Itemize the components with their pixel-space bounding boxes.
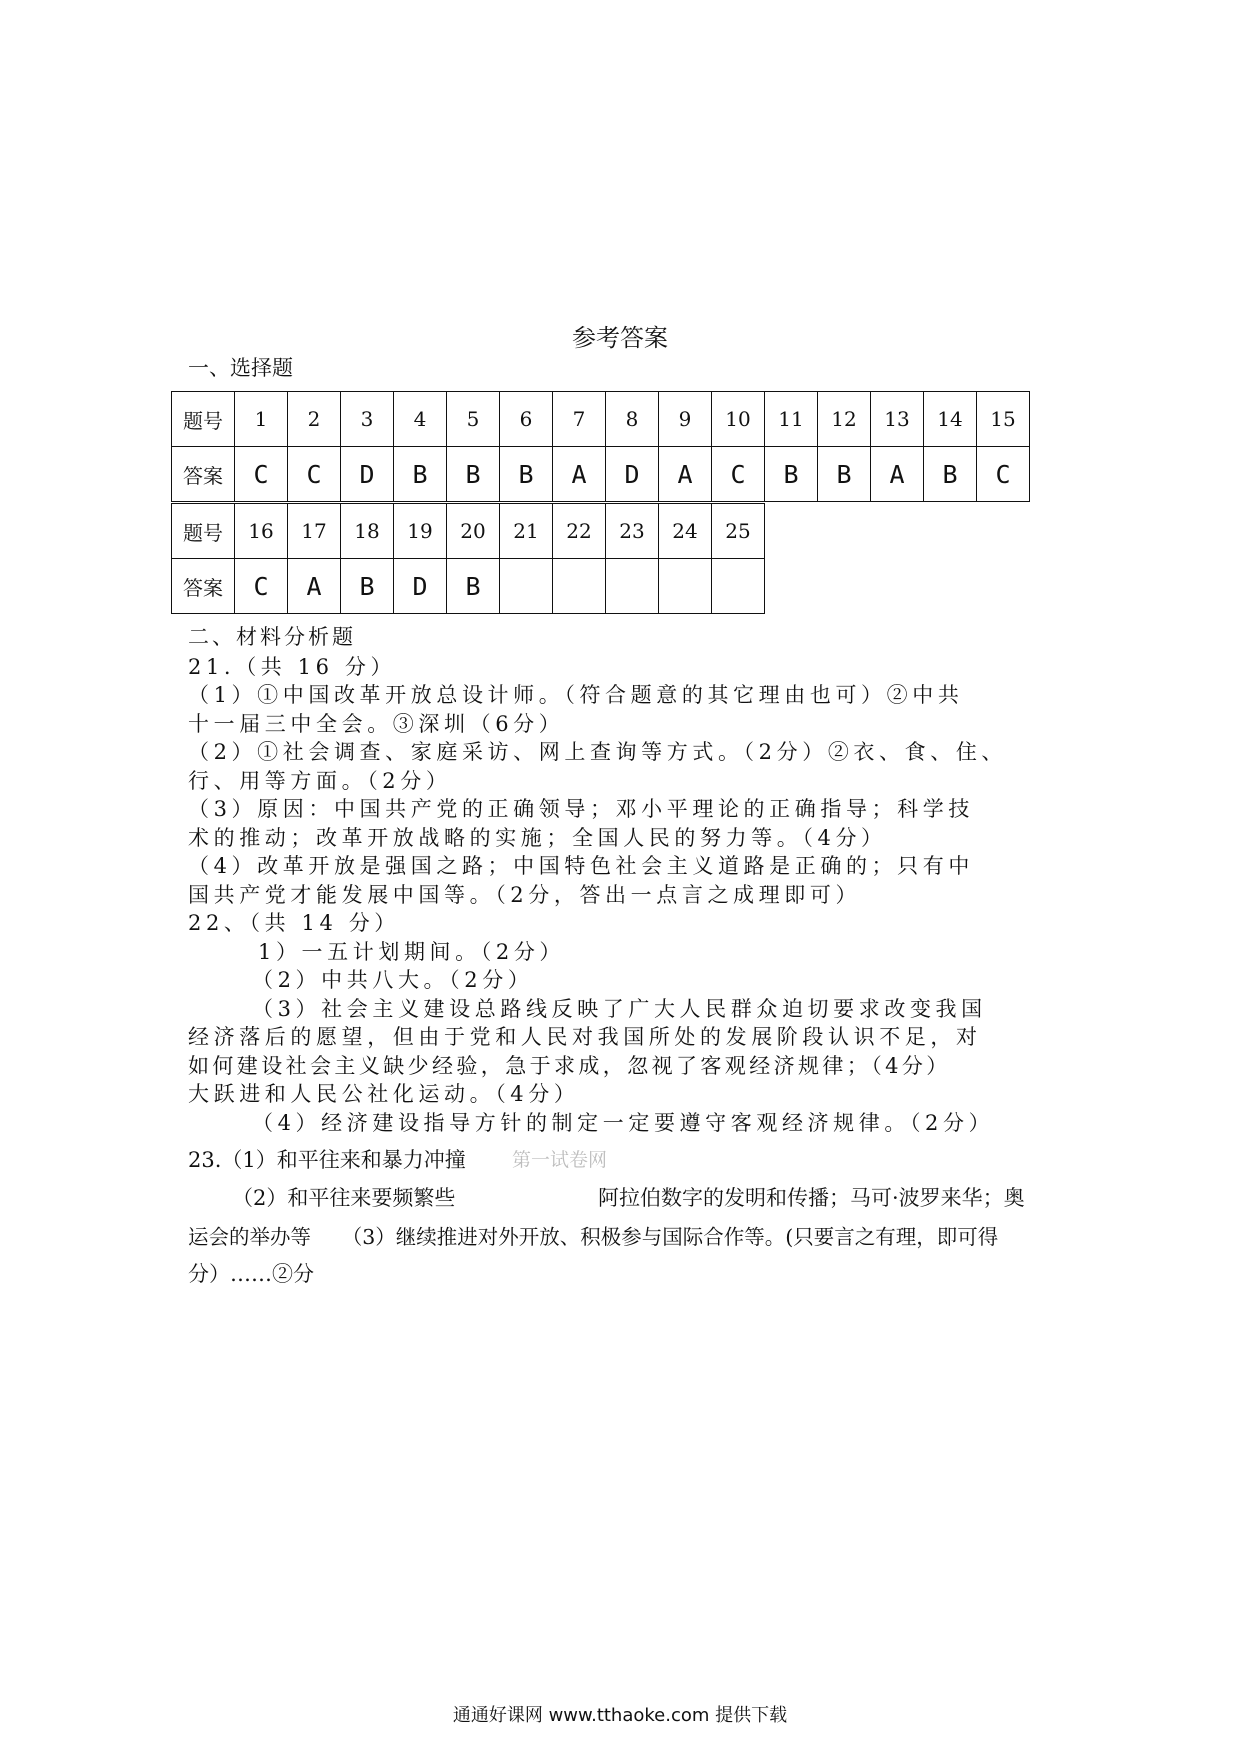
question-number-cell: 3 bbox=[341, 392, 394, 447]
question-number-cell: 18 bbox=[341, 504, 394, 559]
question-number-cell: 11 bbox=[765, 392, 818, 447]
question-number-cell: 5 bbox=[447, 392, 500, 447]
answer-table-1 bbox=[171, 391, 1030, 502]
question-number-cell: 14 bbox=[924, 392, 977, 447]
q21-line: 十一届三中全会。③深圳（6分） bbox=[188, 712, 565, 736]
question-number-cell: 7 bbox=[553, 392, 606, 447]
question-number-cell: 6 bbox=[500, 392, 553, 447]
row-head-answer: 答案 bbox=[172, 559, 235, 614]
q22-line: 经济落后的愿望，但由于党和人民对我国所处的发展阶段认识不足，对 bbox=[188, 1025, 982, 1049]
answer-cell: B bbox=[818, 447, 871, 502]
answer-cell: A bbox=[288, 559, 341, 614]
answer-cell: C bbox=[235, 447, 288, 502]
question-number-cell: 20 bbox=[447, 504, 500, 559]
q22-header: 22、（共 14 分） bbox=[188, 911, 400, 935]
answer-cell: B bbox=[341, 559, 394, 614]
question-number-cell: 12 bbox=[818, 392, 871, 447]
question-number-cell: 1 bbox=[235, 392, 288, 447]
answer-cell: C bbox=[977, 447, 1030, 502]
q21-line: （3）原因：中国共产党的正确领导；邓小平理论的正确指导；科学技 bbox=[188, 797, 974, 821]
q23-line-2a: （2）和平往来要频繁些 bbox=[232, 1186, 456, 1210]
footer-download-note: 通通好课网 www.tthaoke.com 提供下载 bbox=[452, 1705, 788, 1726]
q22-line: 如何建设社会主义缺少经验，急于求成，忽视了客观经济规律；（4分） bbox=[188, 1054, 951, 1078]
watermark: 第一试卷网 bbox=[512, 1149, 608, 1171]
question-number-cell: 16 bbox=[235, 504, 288, 559]
q22-line: 1）一五计划期间。（2分） bbox=[258, 940, 566, 964]
question-number-cell: 17 bbox=[288, 504, 341, 559]
row-head-answer: 答案 bbox=[172, 447, 235, 502]
question-number-cell: 2 bbox=[288, 392, 341, 447]
q21-line: （1）①中国改革开放总设计师。（符合题意的其它理由也可）②中共 bbox=[188, 683, 964, 707]
question-number-cell: 25 bbox=[712, 504, 765, 559]
answer-cell: B bbox=[447, 559, 500, 614]
question-number-cell: 4 bbox=[394, 392, 447, 447]
q21-line: 国共产党才能发展中国等。（2分，答出一点言之成理即可） bbox=[188, 883, 862, 907]
question-number-cell: 23 bbox=[606, 504, 659, 559]
q23-line-2b: 阿拉伯数字的发明和传播；马可·波罗来华；奥 bbox=[598, 1186, 1025, 1210]
table-row-numbers bbox=[172, 504, 765, 559]
answer-table-2 bbox=[171, 503, 765, 614]
answer-cell: D bbox=[394, 559, 447, 614]
question-number-cell: 13 bbox=[871, 392, 924, 447]
section-material-heading: 二、材料分析题 bbox=[188, 625, 356, 649]
q21-line: （4）改革开放是强国之路；中国特色社会主义道路是正确的；只有中 bbox=[188, 854, 974, 878]
question-number-cell: 10 bbox=[712, 392, 765, 447]
table-row-numbers bbox=[172, 392, 1030, 447]
table-row-answers bbox=[172, 559, 765, 614]
q23-line-1: 23.（1）和平往来和暴力冲撞 bbox=[188, 1148, 466, 1172]
question-number-cell: 22 bbox=[553, 504, 606, 559]
question-number-cell: 19 bbox=[394, 504, 447, 559]
section-choice-heading: 一、选择题 bbox=[188, 356, 293, 380]
answer-cell: B bbox=[500, 447, 553, 502]
question-number-cell: 15 bbox=[977, 392, 1030, 447]
question-number-cell: 21 bbox=[500, 504, 553, 559]
q23-line-4: 分）……②分 bbox=[188, 1262, 314, 1286]
answer-cell bbox=[553, 559, 606, 614]
q22-line: （4）经济建设指导方针的制定一定要遵守客观经济规律。（2分） bbox=[252, 1111, 995, 1135]
answer-cell: C bbox=[288, 447, 341, 502]
answer-cell: B bbox=[924, 447, 977, 502]
table-row-answers bbox=[172, 447, 1030, 502]
page-title: 参考答案 bbox=[572, 324, 668, 352]
question-number-cell: 24 bbox=[659, 504, 712, 559]
q23-line-3: 运会的举办等 （3）继续推进对外开放、积极参与国际合作等。(只要言之有理，即可得 bbox=[188, 1225, 999, 1249]
answer-cell: B bbox=[765, 447, 818, 502]
q22-line: （3）社会主义建设总路线反映了广大人民群众迫切要求改变我国 bbox=[252, 997, 987, 1021]
question-number-cell: 9 bbox=[659, 392, 712, 447]
q21-header: 21.（共 16 分） bbox=[188, 655, 397, 679]
answer-cell: B bbox=[447, 447, 500, 502]
answer-cell bbox=[606, 559, 659, 614]
q21-line: 行、用等方面。（2分） bbox=[188, 769, 452, 793]
answer-cell: C bbox=[235, 559, 288, 614]
q22-line: （2）中共八大。（2分） bbox=[252, 968, 534, 992]
q22-line: 大跃进和人民公社化运动。（4分） bbox=[188, 1082, 580, 1106]
answer-cell: B bbox=[394, 447, 447, 502]
answer-cell bbox=[712, 559, 765, 614]
row-head-question: 题号 bbox=[172, 504, 235, 559]
question-number-cell: 8 bbox=[606, 392, 659, 447]
answer-cell: D bbox=[341, 447, 394, 502]
row-head-question: 题号 bbox=[172, 392, 235, 447]
answer-cell: A bbox=[553, 447, 606, 502]
q21-line: （2）①社会调查、家庭采访、网上查询等方式。（2分）②衣、食、住、 bbox=[188, 740, 1008, 764]
answer-cell: A bbox=[871, 447, 924, 502]
answer-cell: D bbox=[606, 447, 659, 502]
answer-cell: A bbox=[659, 447, 712, 502]
answer-cell bbox=[500, 559, 553, 614]
answer-cell bbox=[659, 559, 712, 614]
answer-cell: C bbox=[712, 447, 765, 502]
q21-line: 术的推动；改革开放战略的实施；全国人民的努力等。（4分） bbox=[188, 826, 887, 850]
